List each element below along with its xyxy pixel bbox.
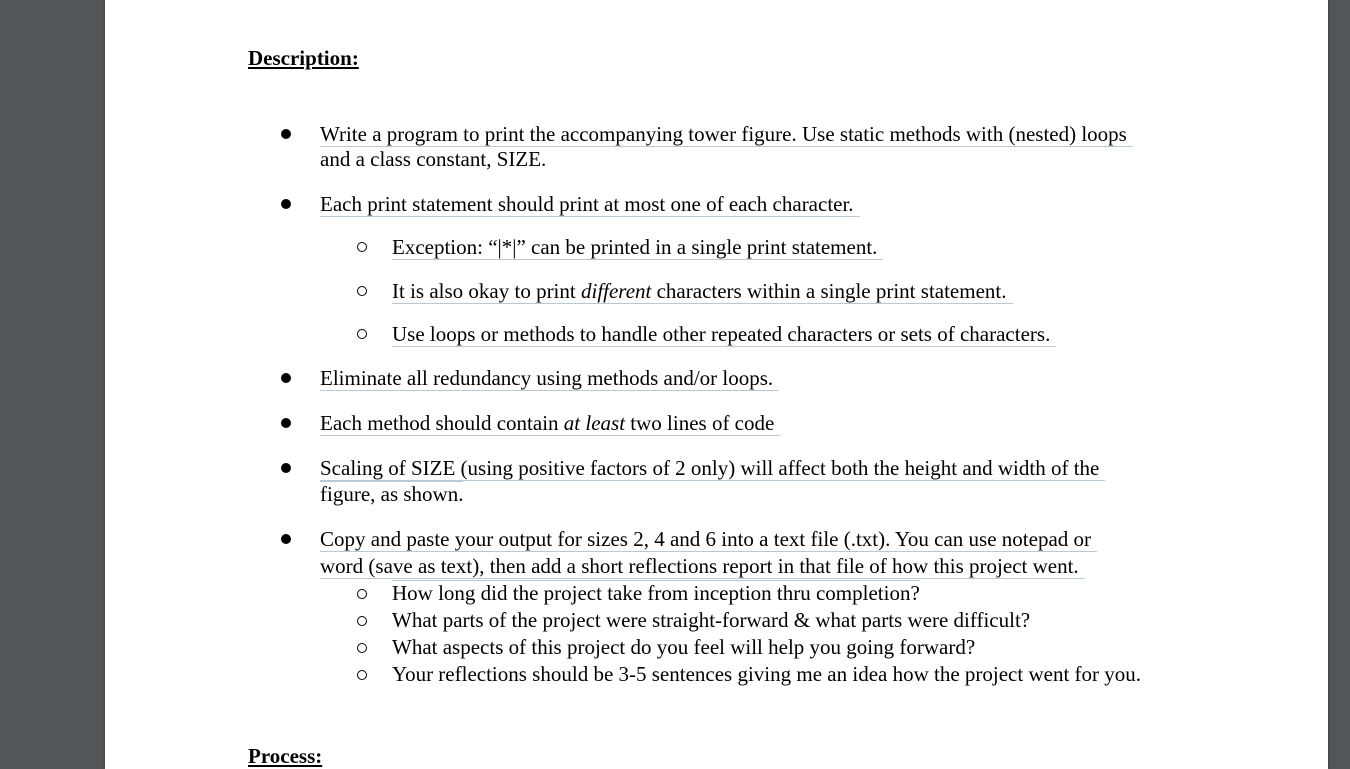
description-heading: Description: bbox=[248, 46, 359, 70]
list-item-text: Scaling of SIZE (using positive factors of 2 only) will affect both the height and width of the bbox=[320, 455, 1105, 481]
list-item-text: Copy and paste your output for sizes 2, 4 and 6 into a text file (.txt). You can use notepad or bbox=[320, 526, 1097, 552]
bullet-icon bbox=[281, 199, 291, 209]
sub-item-text: What parts of the project were straight-forward & what parts were difficult? bbox=[392, 608, 1031, 632]
list-item-text: and a class constant, SIZE. bbox=[320, 147, 547, 171]
sub-bullet-icon bbox=[357, 242, 367, 252]
document-page bbox=[105, 0, 1328, 769]
list-item-text: word (save as text), then add a short reflections report in that file of how this project went. bbox=[320, 553, 1085, 579]
sub-bullet-icon bbox=[357, 286, 367, 296]
list-item-text: Write a program to print the accompanying tower figure. Use static methods with (nested) loops bbox=[320, 121, 1133, 147]
sub-bullet-icon bbox=[357, 643, 367, 653]
sub-item-text: How long did the project take from inception thru completion? bbox=[392, 581, 920, 605]
sub-bullet-icon bbox=[357, 589, 367, 599]
list-item-text: figure, as shown. bbox=[320, 482, 464, 506]
bullet-icon bbox=[281, 373, 291, 383]
sub-item-text: Use loops or methods to handle other repeated characters or sets of characters. bbox=[392, 321, 1056, 347]
sub-bullet-icon bbox=[357, 616, 367, 626]
process-heading: Process: bbox=[248, 744, 323, 768]
bullet-icon bbox=[281, 534, 291, 544]
sub-item-text: It is also okay to print different characters within a single print statement. bbox=[392, 278, 1013, 304]
list-item-text: Each method should contain at least two lines of code bbox=[320, 410, 780, 436]
bullet-icon bbox=[281, 418, 291, 428]
bullet-icon bbox=[281, 129, 291, 139]
list-item-text: Each print statement should print at most one of each character. bbox=[320, 191, 860, 217]
sub-bullet-icon bbox=[357, 670, 367, 680]
bullet-icon bbox=[281, 463, 291, 473]
sub-item-text: Your reflections should be 3-5 sentences giving me an idea how the project went for you. bbox=[392, 662, 1142, 686]
sub-item-text: Exception: “|*|” can be printed in a single print statement. bbox=[392, 234, 883, 260]
sub-bullet-icon bbox=[357, 329, 367, 339]
list-item-text: Eliminate all redundancy using methods and/or loops. bbox=[320, 365, 779, 391]
sub-item-text: What aspects of this project do you feel will help you going forward? bbox=[392, 635, 976, 659]
